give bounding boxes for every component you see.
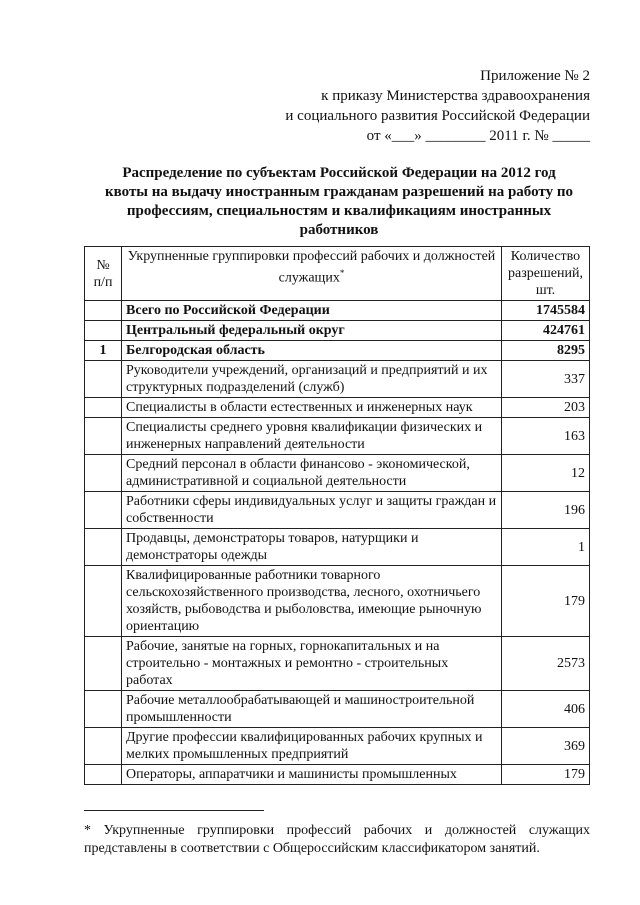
row-quantity: 196 <box>502 492 590 529</box>
table-row <box>85 566 590 637</box>
row-quantity: 1745584 <box>502 301 590 321</box>
table-row <box>85 765 590 785</box>
row-number <box>85 637 122 691</box>
appendix-number: Приложение № 2 <box>480 68 590 84</box>
table-row <box>85 361 590 398</box>
row-name: Специалисты среднего уровня квалификации физических и инженерных направлений деятельности <box>122 418 502 455</box>
row-number <box>85 301 122 321</box>
row-quantity: 369 <box>502 728 590 765</box>
row-name: Всего по Российской Федерации <box>122 301 502 321</box>
row-quantity: 179 <box>502 765 590 785</box>
row-number <box>85 361 122 398</box>
row-name: Квалифицированные работники товарного сельскохозяйственного производства, лесного, охотничьего хозяйств, рыбоводства и рыболовства, имеющие рыночную ориентацию <box>122 566 502 637</box>
table-row <box>85 492 590 529</box>
row-number <box>85 566 122 637</box>
quota-table <box>84 246 590 785</box>
row-quantity: 8295 <box>502 341 590 361</box>
title-line-2: квоты на выдачу иностранным гражданам разрешений на работу по <box>105 184 573 200</box>
appendix-ministry: и социального развития Российской Федерации <box>285 108 590 124</box>
row-name: Специалисты в области естественных и инженерных наук <box>122 398 502 418</box>
appendix-order-ref: к приказу Министерства здравоохранения <box>321 88 590 104</box>
title-line-4: работников <box>299 222 379 238</box>
row-number <box>85 398 122 418</box>
row-quantity: 406 <box>502 691 590 728</box>
row-quantity: 2573 <box>502 637 590 691</box>
table-row <box>85 455 590 492</box>
row-number <box>85 691 122 728</box>
table-row <box>85 301 590 321</box>
table-row <box>85 637 590 691</box>
row-quantity: 424761 <box>502 321 590 341</box>
table-row <box>85 321 590 341</box>
header-profession-groups <box>122 247 502 301</box>
header-quantity: Количество разрешений, шт. <box>502 247 590 301</box>
row-number <box>85 455 122 492</box>
row-name: Рабочие металлообрабатывающей и машиностроительной промышленности <box>122 691 502 728</box>
row-quantity: 179 <box>502 566 590 637</box>
row-name: Центральный федеральный округ <box>122 321 502 341</box>
row-name: Работники сферы индивидуальных услуг и защиты граждан и собственности <box>122 492 502 529</box>
row-number <box>85 418 122 455</box>
header-number: № п/п <box>85 247 122 301</box>
footnote-mark: * <box>84 823 91 838</box>
document-title <box>60 164 618 240</box>
table-row <box>85 398 590 418</box>
footnote <box>84 822 590 858</box>
appendix-date-line: от «___» ________ 2011 г. № _____ <box>366 128 590 144</box>
row-number <box>85 728 122 765</box>
row-name: Белгородская область <box>122 341 502 361</box>
row-quantity: 203 <box>502 398 590 418</box>
row-name: Руководители учреждений, организаций и предприятий и их структурных подразделений (служб) <box>122 361 502 398</box>
row-name: Рабочие, занятые на горных, горнокапитальных и на строительно - монтажных и ремонтно - строительных работах <box>122 637 502 691</box>
table-body <box>85 301 590 785</box>
row-quantity: 12 <box>502 455 590 492</box>
header-profession-text: Укрупненные группировки профессий рабочих и должностей служащих <box>127 249 496 286</box>
table-row <box>85 529 590 566</box>
row-number <box>85 321 122 341</box>
table-header-row <box>85 247 590 301</box>
row-number <box>85 492 122 529</box>
row-number: 1 <box>85 341 122 361</box>
row-number <box>85 529 122 566</box>
footnote-divider <box>84 810 264 811</box>
appendix-header <box>285 66 590 146</box>
table-row <box>85 418 590 455</box>
title-line-1: Распределение по субъектам Российской Федерации на 2012 год <box>122 165 556 181</box>
title-line-3: профессиям, специальностям и квалификациям иностранных <box>126 203 552 219</box>
table-row <box>85 728 590 765</box>
footnote-marker: * <box>339 268 345 278</box>
row-name: Средний персонал в области финансово - экономической, административной и социальной деятельности <box>122 455 502 492</box>
footnote-text: Укрупненные группировки профессий рабочих и должностей служащих представлены в соответствии с Общероссийским классификатором занятий. <box>84 823 591 856</box>
table-row <box>85 691 590 728</box>
row-quantity: 163 <box>502 418 590 455</box>
table-row <box>85 341 590 361</box>
row-name: Операторы, аппаратчики и машинисты промышленных <box>122 765 502 785</box>
row-name: Другие профессии квалифицированных рабочих крупных и мелких промышленных предприятий <box>122 728 502 765</box>
row-name: Продавцы, демонстраторы товаров, натурщики и демонстраторы одежды <box>122 529 502 566</box>
row-quantity: 1 <box>502 529 590 566</box>
row-number <box>85 765 122 785</box>
row-quantity: 337 <box>502 361 590 398</box>
